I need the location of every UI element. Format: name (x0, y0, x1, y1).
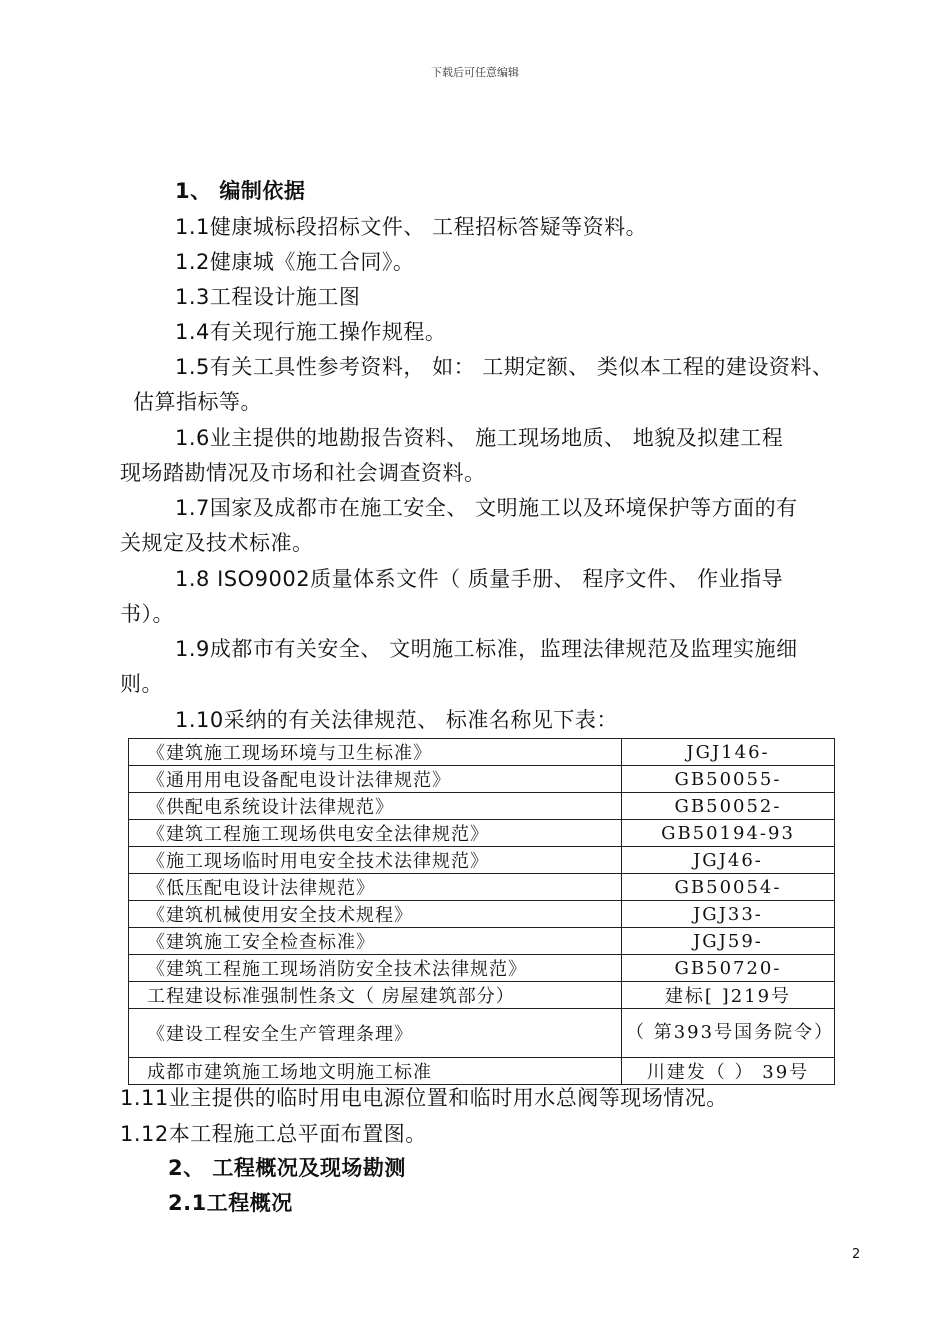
standard-name: 成都市建筑施工场地文明施工标准 (129, 1058, 622, 1085)
standard-name: 《建设工程安全生产管理条理》 (129, 1009, 622, 1058)
standard-code: 川建发（ ） 39号 (622, 1058, 835, 1085)
table-row (129, 1058, 835, 1085)
section-2-title: 2、 工程概况及现场勘测 (168, 1156, 406, 1180)
standard-name: 《供配电系统设计法律规范》 (129, 793, 622, 820)
standard-code: （ 第393号国务院令） (622, 1009, 835, 1058)
standard-name: 《建筑施工现场环境与卫生标准》 (129, 739, 622, 766)
item-1-1: 1.1健康城标段招标文件、 工程招标答疑等资料。 (175, 215, 648, 239)
section-1-title: 1、 编制依据 (175, 179, 306, 203)
item-1-10: 1.10采纳的有关法律规范、 标准名称见下表： (175, 708, 618, 732)
item-1-6: 1.6业主提供的地勘报告资料、 施工现场地质、 地貌及拟建工程 (175, 426, 784, 450)
item-1-12: 1.12本工程施工总平面布置图。 (120, 1122, 427, 1146)
item-1-2: 1.2健康城《施工合同》。 (175, 250, 415, 274)
table-row (129, 1009, 835, 1058)
item-1-8: 1.8 ISO9002质量体系文件（ 质量手册、 程序文件、 作业指导 (175, 567, 784, 591)
item-1-9: 1.9成都市有关安全、 文明施工标准，监理法律规范及监理实施细 (175, 637, 798, 661)
standard-code: GB50054- (622, 874, 835, 901)
section-2-1-title: 2.1工程概况 (168, 1191, 293, 1215)
table-row (129, 793, 835, 820)
standard-code: GB50052- (622, 793, 835, 820)
page-header: 下载后可任意编辑 (431, 66, 519, 79)
table-row (129, 928, 835, 955)
table-row (129, 766, 835, 793)
item-1-6-cont: 现场踏勘情况及市场和社会调查资料。 (120, 461, 486, 485)
standard-name: 《施工现场临时用电安全技术法律规范》 (129, 847, 622, 874)
item-1-5-cont: 估算指标等。 (133, 390, 262, 414)
table-row (129, 847, 835, 874)
standard-code: 建标[ ]219号 (622, 982, 835, 1009)
item-1-9-cont: 则。 (120, 672, 163, 696)
standard-name: 《通用用电设备配电设计法律规范》 (129, 766, 622, 793)
item-1-3: 1.3工程设计施工图 (175, 285, 361, 309)
standards-table (128, 738, 835, 1085)
item-1-11: 1.11业主提供的临时用电电源位置和临时用水总阀等现场情况。 (120, 1086, 728, 1110)
standard-code: GB50194-93 (622, 820, 835, 847)
item-1-4: 1.4有关现行施工操作规程。 (175, 320, 447, 344)
item-1-8-cont: 书）。 (120, 602, 174, 626)
item-1-7: 1.7国家及成都市在施工安全、 文明施工以及环境保护等方面的有 (175, 496, 798, 520)
standard-name: 《建筑工程施工现场消防安全技术法律规范》 (129, 955, 622, 982)
table-row (129, 820, 835, 847)
table-row (129, 955, 835, 982)
standard-name: 《建筑施工安全检查标准》 (129, 928, 622, 955)
item-1-5: 1.5有关工具性参考资料， 如： 工期定额、 类似本工程的建设资料、 (175, 355, 834, 379)
standard-code: JGJ33- (622, 901, 835, 928)
standard-name: 《低压配电设计法律规范》 (129, 874, 622, 901)
standard-code: JGJ146- (622, 739, 835, 766)
table-row (129, 874, 835, 901)
standard-code: GB50720- (622, 955, 835, 982)
standard-name: 工程建设标准强制性条文（ 房屋建筑部分） (129, 982, 622, 1009)
standard-code: GB50055- (622, 766, 835, 793)
table-row (129, 982, 835, 1009)
standard-name: 《建筑机械使用安全技术规程》 (129, 901, 622, 928)
standard-code: JGJ59- (622, 928, 835, 955)
table-row (129, 739, 835, 766)
standard-code: JGJ46- (622, 847, 835, 874)
table-row (129, 901, 835, 928)
page-number: 2 (852, 1247, 861, 1262)
item-1-7-cont: 关规定及技术标准。 (120, 531, 314, 555)
standard-name: 《建筑工程施工现场供电安全法律规范》 (129, 820, 622, 847)
